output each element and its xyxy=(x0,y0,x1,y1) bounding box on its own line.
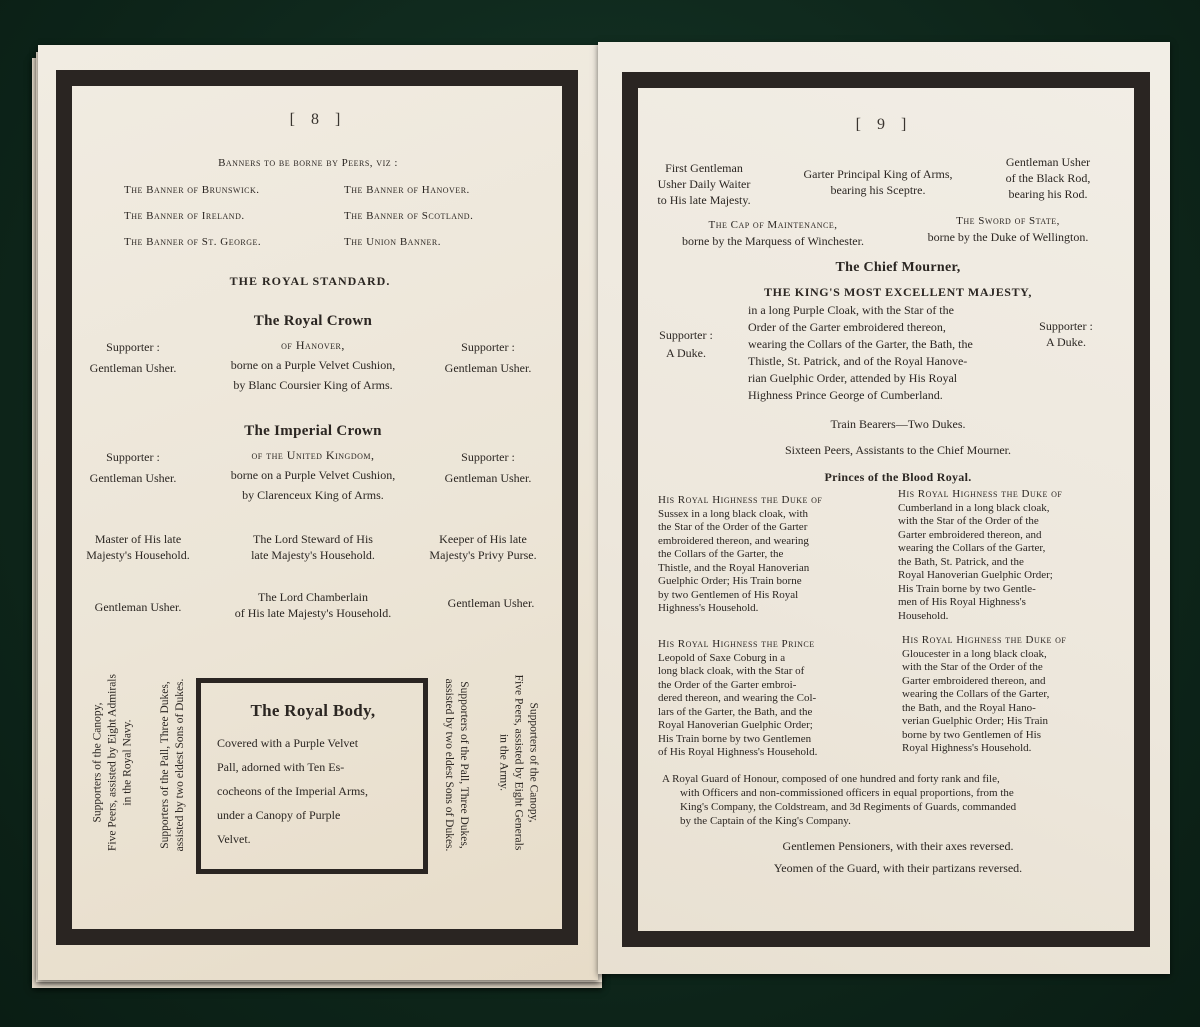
prince-line: Guelphic Order; His Train borne xyxy=(658,575,802,587)
banner-item: The Banner of St. George. xyxy=(124,236,262,248)
supporter-label: Supporter : xyxy=(659,328,713,342)
prince-line: dered thereon, and wearing the Col- xyxy=(658,692,817,704)
canopy-supporters-right xyxy=(496,653,541,873)
king-line: Thistle, St. Patrick, and of the Royal Hanove- xyxy=(748,354,968,368)
king-line: Highness Prince George of Cumberland. xyxy=(748,388,943,402)
imperial-crown-line: of the United Kingdom, xyxy=(251,448,375,462)
prince-sussex xyxy=(658,494,876,616)
household-line: Master of His late xyxy=(94,532,182,546)
sword-title: The Sword of State, xyxy=(956,215,1060,227)
prince-line: of His Royal Highness's Household. xyxy=(658,746,818,758)
sword-line: borne by the Duke of Wellington. xyxy=(927,230,1089,244)
king-line: in a long Purple Cloak, with the Star of the xyxy=(748,303,954,317)
supporter-name: Gentleman Usher. xyxy=(444,471,532,485)
royal-body-box xyxy=(196,678,428,874)
guard-line: A Royal Guard of Honour, composed of one hundred and forty rank and file, xyxy=(662,773,1000,785)
prince-line: wearing the Collars of the Garter, xyxy=(902,688,1050,700)
household-line: late Majesty's Household. xyxy=(251,548,375,562)
prince-line: Gloucester in a long black cloak, xyxy=(902,647,1047,660)
prince-line: long black cloak, with the Star of xyxy=(658,665,805,677)
prince-line: Leopold of Saxe Coburg in a xyxy=(658,651,786,664)
prince-cumberland xyxy=(898,488,1116,623)
prince-line: borne by two Gentlemen of His xyxy=(902,728,1041,741)
train-bearers: Train Bearers—Two Dukes. xyxy=(830,417,966,431)
supporter-name: A Duke. xyxy=(666,346,706,360)
prince-line: His Royal Highness the Prince xyxy=(658,638,815,650)
banner-item: The Banner of Brunswick. xyxy=(124,184,260,196)
imperial-crown-title: The Imperial Crown xyxy=(244,423,382,439)
canopy-supporters-left xyxy=(91,653,136,873)
vertical-line: assisted by two eldest Sons of Dukes. xyxy=(174,678,186,852)
guard-line: by the Captain of the King's Company. xyxy=(680,815,851,827)
king-title: THE KING'S MOST EXCELLENT MAJESTY, xyxy=(764,285,1032,299)
supporter-name: Gentleman Usher. xyxy=(89,471,177,485)
gentleman-usher: Gentleman Usher. xyxy=(447,596,535,610)
prince-line: His Train borne by two Gentle- xyxy=(898,582,1036,595)
prince-line: Royal Highness's Household. xyxy=(902,742,1032,754)
chamberlain-line: of His late Majesty's Household. xyxy=(234,606,392,620)
gentleman-usher: Gentleman Usher. xyxy=(94,600,182,614)
prince-line: His Royal Highness the Duke of xyxy=(902,634,1067,646)
royal-crown-title: The Royal Crown xyxy=(253,313,373,329)
king-line: rian Guelphic Order, attended by His Royal xyxy=(748,371,958,385)
cap-title: The Cap of Maintenance, xyxy=(708,219,838,231)
right-page xyxy=(598,42,1170,974)
supporter-label: Supporter : xyxy=(461,450,515,464)
prince-line: Thistle, and the Royal Hanoverian xyxy=(658,561,810,574)
guard-line: King's Company, the Coldstream, and 3d Regiments of Guards, commanded xyxy=(680,801,1017,813)
vertical-line: in the Royal Navy. xyxy=(121,719,134,806)
royal-body-line: cocheons of the Imperial Arms, xyxy=(217,784,368,798)
prince-line: Royal Hanoverian Guelphic Order; xyxy=(898,569,1053,581)
prince-line: Highness's Household. xyxy=(658,602,759,614)
guard-line: with Officers and non-commissioned officers in equal proportions, from the xyxy=(680,787,1014,799)
royal-body-line: Pall, adorned with Ten Es- xyxy=(217,760,345,774)
vertical-line: Supporters of the Canopy, xyxy=(91,702,104,823)
prince-line: with the Star of the Order of the xyxy=(898,515,1039,527)
vertical-line: Supporters of the Pall, Three Dukes, xyxy=(159,681,171,849)
prince-line: the Collars of the Garter, the xyxy=(658,548,784,560)
left-page xyxy=(38,45,598,980)
household-line: The Lord Steward of His xyxy=(253,532,373,546)
royal-crown-line: of Hanover, xyxy=(281,338,345,352)
royal-body-line: Velvet. xyxy=(217,832,251,846)
prince-line: with the Star of the Order of the xyxy=(902,661,1043,673)
black-rod-line: Gentleman Usher xyxy=(1005,155,1091,169)
prince-line: the Bath, St. Patrick, and the xyxy=(898,555,1024,568)
vertical-line: Supporters of the Pall, Three Dukes, xyxy=(458,681,470,849)
supporter-name: A Duke. xyxy=(1046,335,1086,349)
pall-supporters-left xyxy=(158,660,188,870)
prince-line: His Royal Highness the Duke of xyxy=(658,494,823,506)
black-rod-line: of the Black Rod, xyxy=(1005,171,1091,185)
pall-supporters-right xyxy=(441,660,471,870)
royal-body-line: under a Canopy of Purple xyxy=(217,808,341,822)
supporter-label: Supporter : xyxy=(106,450,160,464)
household-line: Keeper of His late xyxy=(439,532,527,546)
prince-line: Household. xyxy=(898,609,949,622)
garter-line: bearing his Sceptre. xyxy=(830,183,926,197)
prince-line: Cumberland in a long black cloak, xyxy=(898,501,1050,514)
prince-line: wearing the Collars of the Garter, xyxy=(898,542,1046,554)
garter-line: Garter Principal King of Arms, xyxy=(803,167,953,181)
supporter-label: Supporter : xyxy=(1039,319,1093,333)
vertical-line: assisted by two eldest Sons of Dukes. xyxy=(443,678,455,852)
sixteen-peers: Sixteen Peers, Assistants to the Chief Mourner. xyxy=(785,443,1011,457)
prince-line: the Star of the Order of the Garter xyxy=(658,521,808,533)
prince-line: the Order of the Garter embroi- xyxy=(658,678,797,691)
banner-item: The Banner of Ireland. xyxy=(124,210,245,222)
prince-line: Royal Hanoverian Guelphic Order; xyxy=(658,719,813,731)
banners-heading: Banners to be borne by Peers, viz : xyxy=(218,157,398,169)
household-line: Majesty's Household. xyxy=(86,548,190,562)
royal-body-line: Covered with a Purple Velvet xyxy=(217,736,359,750)
prince-line: Garter embroidered thereon, and xyxy=(902,674,1046,687)
chief-mourner: The Chief Mourner, xyxy=(835,260,961,275)
supporter-label: Supporter : xyxy=(461,340,515,354)
usher-line: to His late Majesty. xyxy=(657,193,751,207)
prince-line: lars of the Garter, the Bath, and the xyxy=(658,705,813,718)
gentlemen-pensioners: Gentlemen Pensioners, with their axes reversed. xyxy=(782,839,1014,853)
prince-gloucester xyxy=(902,634,1116,756)
princes-heading: Princes of the Blood Royal. xyxy=(824,470,972,484)
usher-line: Usher Daily Waiter xyxy=(657,177,751,191)
banner-item: The Banner of Scotland. xyxy=(344,210,474,222)
imperial-crown-line: borne on a Purple Velvet Cushion, xyxy=(230,468,396,482)
vertical-line: in the Army. xyxy=(497,733,510,792)
chamberlain-line: The Lord Chamberlain xyxy=(258,590,368,604)
prince-line: His Train borne by two Gentlemen xyxy=(658,732,812,745)
royal-crown-line: by Blanc Coursier King of Arms. xyxy=(233,378,393,392)
royal-body-title: The Royal Body, xyxy=(250,701,376,720)
king-line: wearing the Collars of the Garter, the Bath, the xyxy=(748,337,973,351)
prince-line: His Royal Highness the Duke of xyxy=(898,488,1063,500)
page-number: [ 8 ] xyxy=(289,111,347,128)
prince-line: men of His Royal Highness's xyxy=(898,596,1026,608)
cap-line: borne by the Marquess of Winchester. xyxy=(682,234,864,248)
banner-item: The Union Banner. xyxy=(344,236,441,248)
vertical-line: Five Peers, assisted by Eight Admirals xyxy=(106,674,119,851)
page-number: [ 9 ] xyxy=(855,116,913,133)
prince-line: the Bath, and the Royal Hano- xyxy=(902,701,1036,714)
king-line: Order of the Garter embroidered thereon, xyxy=(748,320,946,334)
banner-item: The Banner of Hanover. xyxy=(344,184,470,196)
vertical-line: Supporters of the Canopy, xyxy=(527,702,540,823)
royal-guard xyxy=(662,772,1134,828)
black-rod-line: bearing his Rod. xyxy=(1008,187,1088,201)
yeomen-of-guard: Yeomen of the Guard, with their partizans reversed. xyxy=(773,861,1023,875)
prince-line: by two Gentlemen of His Royal xyxy=(658,588,799,601)
prince-leopold xyxy=(658,638,880,760)
prince-line: Garter embroidered thereon, and xyxy=(898,528,1042,541)
imperial-crown-line: by Clarenceux King of Arms. xyxy=(242,488,384,502)
usher-line: First Gentleman xyxy=(665,161,743,175)
vertical-line: Five Peers, assisted by Eight Generals xyxy=(512,674,525,851)
supporter-label: Supporter : xyxy=(106,340,160,354)
household-line: Majesty's Privy Purse. xyxy=(429,548,537,562)
prince-line: Sussex in a long black cloak, with xyxy=(658,507,809,520)
royal-crown-line: borne on a Purple Velvet Cushion, xyxy=(230,358,396,372)
prince-line: embroidered thereon, and wearing xyxy=(658,534,809,547)
prince-line: verian Guelphic Order; His Train xyxy=(902,715,1049,727)
supporter-name: Gentleman Usher. xyxy=(89,361,177,375)
supporter-name: Gentleman Usher. xyxy=(444,361,532,375)
royal-standard: THE ROYAL STANDARD. xyxy=(229,274,391,288)
